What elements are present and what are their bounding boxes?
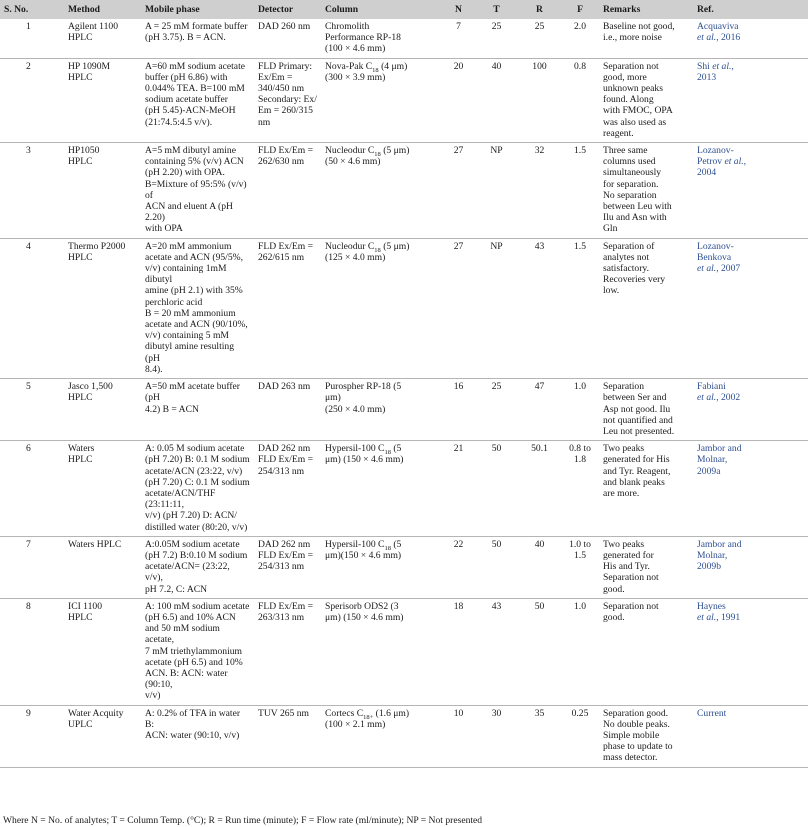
method-line: UPLC: [68, 718, 93, 730]
f-cell: 1.0 to 1.5: [561, 536, 599, 598]
column-line: Nucleodur $C_{18}$ (5 μm): [325, 240, 410, 254]
ref-line: Acquaviva: [697, 21, 739, 32]
sno-cell: 4: [0, 238, 64, 378]
remarks-line: generated for: [603, 549, 654, 561]
column-cell: [321, 598, 442, 705]
remarks-cell: [599, 705, 693, 767]
mobile-phase-line: 4.2) B = ACN: [145, 403, 199, 415]
remarks-line: His and Tyr.: [603, 561, 650, 573]
remarks-line: Separation: [603, 381, 645, 393]
r-cell: 43: [518, 238, 561, 378]
mobile-phase-line: and 50 mM sodium acetate,: [145, 623, 220, 646]
detector-line: DAD 262 nm: [258, 443, 311, 455]
mobile-phase-cell: [141, 441, 254, 537]
remarks-line: i.e., more noise: [603, 32, 662, 44]
mobile-phase-line: 7 mM triethylammonium: [145, 645, 242, 657]
mobile-phase-cell: [141, 143, 254, 239]
method-line: ICI 1100: [68, 600, 103, 612]
f-cell: 1.5: [561, 143, 599, 239]
method-line: Water Acquity: [68, 707, 124, 719]
detector-line: 263/313 nm: [258, 611, 305, 623]
method-line: Agilent 1100: [68, 21, 119, 32]
remarks-line: unknown peaks: [603, 83, 663, 95]
remarks-line: Separation not: [603, 572, 659, 584]
detector-cell: [254, 19, 321, 58]
method-line: HP 1090M: [68, 60, 111, 72]
column-line: Cortecs $C_{18+}$ (1.6 μm): [325, 707, 410, 721]
t-cell: 30: [475, 705, 518, 767]
f-cell: 1.0: [561, 598, 599, 705]
remarks-line: good, more: [603, 71, 647, 83]
r-cell: 32: [518, 143, 561, 239]
mobile-phase-line: (pH 2.20) with OPA.: [145, 167, 225, 179]
mobile-phase-cell: [141, 58, 254, 142]
r-cell: 40: [518, 536, 561, 598]
remarks-cell: [599, 441, 693, 537]
sno-cell: 5: [0, 379, 64, 441]
table-body: [0, 19, 808, 767]
mobile-phase-line: A: 100 mM sodium acetate: [145, 600, 250, 612]
ref-line: Petrov et al.,: [697, 156, 747, 168]
mobile-phase-line: v/v): [145, 690, 161, 702]
remarks-line: columns used: [603, 156, 656, 168]
remarks-line: Recoveries very: [603, 274, 666, 286]
remarks-line: simultaneously: [603, 167, 662, 179]
mobile-phase-line: acetate and ACN (90/10%,: [145, 319, 248, 331]
ref-line: Benkova: [697, 251, 732, 263]
remarks-line: with FMOC, OPA: [603, 105, 673, 117]
mobile-phase-line: A:0.05M sodium acetate: [145, 538, 240, 550]
remarks-line: reagent.: [603, 127, 634, 139]
remarks-line: was also used as: [603, 116, 667, 128]
column-cell: [321, 143, 442, 239]
mobile-phase-cell: [141, 238, 254, 378]
mobile-phase-line: B=Mixture of 95:5% (v/v) of: [145, 178, 247, 201]
detector-line: FLD Ex/Em =: [258, 454, 313, 466]
remarks-line: Separation of: [603, 240, 655, 252]
detector-line: FLD Ex/Em =: [258, 145, 313, 157]
method-line: Jasco 1,500: [68, 381, 113, 393]
remarks-line: Two peaks: [603, 443, 645, 455]
mobile-phase-line: (pH 5.45)-ACN-MeOH: [145, 105, 236, 117]
ref-cell[interactable]: [693, 379, 808, 441]
mobile-phase-line: sodium acetate buffer: [145, 94, 228, 106]
remarks-line: Two peaks: [603, 538, 645, 550]
ref-line: Shi et al.,: [697, 60, 734, 72]
table-row: [0, 441, 808, 537]
mobile-phase-line: A=5 mM dibutyl amine: [145, 145, 236, 157]
method-cell: [64, 379, 141, 441]
n-cell: 27: [442, 238, 475, 378]
mobile-phase-line: perchloric acid: [145, 296, 203, 308]
column-line: (125 × 4.0 mm): [325, 251, 386, 263]
detector-line: TUV 265 nm: [258, 707, 309, 719]
method-cell: [64, 19, 141, 58]
f-cell: 1.0: [561, 379, 599, 441]
r-cell: 50: [518, 598, 561, 705]
ref-line: 2013: [697, 71, 717, 83]
ref-line: et al., 1991: [697, 611, 741, 623]
remarks-cell: [599, 238, 693, 378]
detector-line: 254/313 nm: [258, 561, 305, 573]
mobile-phase-line: (pH 7.20) C: 0.1 M sodium: [145, 476, 250, 488]
column-line: μm) (150 × 4.6 mm): [325, 611, 404, 623]
mobile-phase-line: v/v) containing 5 mM: [145, 330, 229, 342]
column-line: Chromolith: [325, 21, 370, 32]
method-cell: [64, 705, 141, 767]
header-f: F: [577, 4, 583, 16]
f-cell: 1.5: [561, 238, 599, 378]
column-cell: [321, 19, 442, 58]
mobile-phase-line: v/v) containing 1mM dibutyl: [145, 263, 227, 286]
detector-cell: [254, 143, 321, 239]
column-line: μm) (150 × 4.6 mm): [325, 454, 404, 466]
n-cell: 20: [442, 58, 475, 142]
method-line: Waters HPLC: [68, 538, 122, 550]
ref-line: 2009b: [697, 561, 721, 573]
method-cell: [64, 536, 141, 598]
column-line: Hypersil-100 $C_{18}$ (5: [325, 538, 402, 552]
t-cell: 50: [475, 441, 518, 537]
mobile-phase-cell: [141, 536, 254, 598]
sno-cell: 9: [0, 705, 64, 767]
detector-cell: [254, 379, 321, 441]
remarks-line: No double peaks.: [603, 718, 670, 730]
method-cell: [64, 143, 141, 239]
table-row: [0, 536, 808, 598]
mobile-phase-cell: [141, 598, 254, 705]
table-row: [0, 238, 808, 378]
column-line: Hypersil-100 $C_{18}$ (5: [325, 443, 402, 457]
detector-line: Ex/Em =: [258, 71, 293, 83]
detector-line: 254/313 nm: [258, 465, 305, 477]
mobile-phase-line: (pH 7.20) B: 0.1 M sodium: [145, 454, 250, 466]
detector-line: 262/615 nm: [258, 251, 305, 263]
column-line: (250 × 4.0 mm): [325, 403, 386, 415]
column-line: Purospher RP-18 (5: [325, 381, 402, 393]
header-n: N: [455, 4, 462, 16]
remarks-line: between Leu with: [603, 201, 672, 213]
method-line: HPLC: [68, 71, 93, 83]
mobile-phase-line: acetate/ACN (23:22, v/v): [145, 465, 243, 477]
detector-cell: [254, 58, 321, 142]
ref-line: Jambor and: [697, 443, 742, 455]
t-cell: 50: [475, 536, 518, 598]
ref-cell[interactable]: [693, 19, 808, 58]
ref-cell[interactable]: [693, 598, 808, 705]
column-cell: [321, 536, 442, 598]
method-cell: [64, 238, 141, 378]
ref-line: Lozanov-: [697, 145, 734, 157]
header-sno: S. No.: [4, 4, 29, 16]
remarks-line: low.: [603, 285, 620, 297]
mobile-phase-line: A: 0.2% of TFA in water B:: [145, 707, 241, 730]
header-row: [0, 0, 808, 19]
column-line: (50 × 4.6 mm): [325, 156, 381, 168]
ref-line: et al., 2002: [697, 392, 741, 404]
column-line: μm)(150 × 4.6 mm): [325, 549, 402, 561]
ref-line: Molnar,: [697, 549, 728, 561]
n-cell: 27: [442, 143, 475, 239]
mobile-phase-line: acetate/ACN= (23:22, v/v),: [145, 561, 230, 584]
r-cell: 25: [518, 19, 561, 58]
column-cell: [321, 379, 442, 441]
remarks-line: Separation not: [603, 600, 659, 612]
n-cell: 7: [442, 19, 475, 58]
column-line: Sperisorb ODS2 (3: [325, 600, 399, 612]
method-line: HPLC: [68, 454, 93, 466]
ref-line: et al., 2016: [697, 32, 741, 44]
ref-cell[interactable]: [693, 705, 808, 767]
r-cell: 50.1: [518, 441, 561, 537]
column-line: Nucleodur $C_{18}$ (5 μm): [325, 145, 410, 158]
mobile-phase-line: buffer (pH 6.86) with: [145, 71, 228, 83]
remarks-line: Simple mobile: [603, 729, 660, 741]
header-ref: Ref.: [697, 4, 714, 16]
remarks-line: and Tyr. Reagent,: [603, 465, 671, 477]
f-cell: 2.0: [561, 19, 599, 58]
sno-cell: 7: [0, 536, 64, 598]
remarks-line: found. Along: [603, 94, 654, 106]
detector-line: FLD Primary:: [258, 60, 313, 72]
mobile-phase-line: ACN. B: ACN: water (90:10,: [145, 667, 228, 691]
mobile-phase-line: A=60 mM sodium acetate: [145, 60, 245, 72]
mobile-phase-line: containing 5% (v/v) ACN: [145, 156, 244, 168]
remarks-cell: [599, 19, 693, 58]
remarks-line: are more.: [603, 487, 640, 499]
t-cell: NP: [475, 238, 518, 378]
ref-line: 2009a: [697, 465, 721, 477]
detector-line: nm: [258, 116, 271, 128]
table-row: [0, 379, 808, 441]
remarks-cell: [599, 379, 693, 441]
detector-cell: [254, 441, 321, 537]
method-line: HPLC: [68, 251, 93, 263]
detector-line: FLD Ex/Em =: [258, 549, 313, 561]
method-line: HP1050: [68, 145, 100, 157]
mobile-phase-line: acetate and ACN (95/5%,: [145, 251, 244, 263]
mobile-phase-line: 8.4).: [145, 363, 163, 375]
method-line: Waters: [68, 443, 95, 455]
column-cell: [321, 441, 442, 537]
n-cell: 18: [442, 598, 475, 705]
t-cell: 25: [475, 19, 518, 58]
t-cell: NP: [475, 143, 518, 239]
remarks-line: satisfactory.: [603, 263, 649, 275]
method-line: Thermo P2000: [68, 240, 126, 252]
method-line: HPLC: [68, 392, 93, 404]
mobile-phase-line: amine (pH 2.1) with 35%: [145, 285, 243, 297]
mobile-phase-line: A=20 mM ammonium: [145, 240, 232, 252]
n-cell: 10: [442, 705, 475, 767]
mobile-phase-line: A = 25 mM formate buffer: [145, 21, 248, 32]
mobile-phase-line: 0.044% TEA. B=100 mM: [145, 83, 245, 95]
remarks-cell: [599, 143, 693, 239]
mobile-phase-line: dibutyl amine resulting (pH: [145, 341, 234, 364]
f-cell: 0.8: [561, 58, 599, 142]
remarks-line: Separation not: [603, 60, 659, 72]
remarks-line: Baseline not good,: [603, 21, 675, 32]
mobile-phase-line: B = 20 mM ammonium: [145, 307, 236, 319]
column-line: Nova-Pak $C_{18}$ (4 μm): [325, 60, 408, 74]
remarks-line: and blank peaks: [603, 476, 665, 488]
table-row: [0, 19, 808, 58]
table-row: [0, 705, 808, 767]
ref-cell[interactable]: [693, 441, 808, 537]
n-cell: 16: [442, 379, 475, 441]
detector-cell: [254, 598, 321, 705]
n-cell: 21: [442, 441, 475, 537]
detector-line: FLD Ex/Em =: [258, 600, 313, 612]
remarks-line: Leu not presented.: [603, 425, 675, 437]
ref-line: Molnar,: [697, 454, 728, 466]
mobile-phase-line: ACN and eluent A (pH 2.20): [145, 201, 233, 224]
remarks-line: mass detector.: [603, 752, 658, 764]
header-detector: Detector: [258, 4, 294, 16]
remarks-cell: [599, 58, 693, 142]
remarks-line: between Ser and: [603, 392, 667, 404]
column-line: μm): [325, 392, 341, 404]
mobile-phase-line: pH 7.2, C: ACN: [145, 583, 208, 595]
ref-line: Jambor and: [697, 538, 742, 550]
remarks-line: for separation.: [603, 178, 659, 190]
header-remarks: Remarks: [603, 4, 641, 16]
ref-line: Haynes: [697, 600, 726, 612]
remarks-line: phase to update to: [603, 741, 673, 753]
header-column: Column: [325, 4, 359, 16]
t-cell: 40: [475, 58, 518, 142]
method-cell: [64, 58, 141, 142]
remarks-cell: [599, 598, 693, 705]
table-row: [0, 598, 808, 705]
table-footnote: Where N = No. of analytes; T = Column Temp. (°C); R = Run time (minute); F = Flow rate (ml/minute); NP = Not presented: [3, 815, 483, 826]
mobile-phase-cell: [141, 379, 254, 441]
header-t: T: [493, 4, 500, 16]
n-cell: 22: [442, 536, 475, 598]
column-line: (100 × 2.1 mm): [325, 718, 386, 730]
method-line: HPLC: [68, 32, 93, 44]
sno-cell: 3: [0, 143, 64, 239]
mobile-phase-cell: [141, 705, 254, 767]
mobile-phase-line: (21:74.5:4.5 v/v).: [145, 116, 213, 128]
detector-line: DAD 260 nm: [258, 21, 311, 32]
mobile-phase-line: (pH 7.2) B:0.10 M sodium: [145, 549, 248, 561]
remarks-line: Asp not good. Ilu: [603, 403, 671, 415]
r-cell: 47: [518, 379, 561, 441]
remarks-line: not quantified and: [603, 414, 673, 426]
r-cell: 35: [518, 705, 561, 767]
mobile-phase-line: ACN: water (90:10, v/v): [145, 729, 240, 741]
detector-line: Secondary: Ex/: [258, 94, 317, 106]
method-cell: [64, 598, 141, 705]
column-cell: [321, 58, 442, 142]
mobile-phase-line: (pH 3.75). B = ACN.: [145, 32, 226, 44]
t-cell: 43: [475, 598, 518, 705]
table-row: [0, 143, 808, 239]
ref-line: Fabiani: [697, 381, 726, 393]
method-line: HPLC: [68, 156, 93, 168]
table-row: [0, 58, 808, 142]
mobile-phase-line: with OPA: [145, 223, 183, 235]
mobile-phase-line: acetate (pH 6.5) and 10%: [145, 656, 243, 668]
column-line: Performance RP-18: [325, 32, 401, 44]
remarks-line: good.: [603, 611, 625, 623]
f-cell: 0.25: [561, 705, 599, 767]
ref-cell[interactable]: [693, 58, 808, 142]
remarks-line: generated for His: [603, 454, 670, 466]
detector-cell: [254, 536, 321, 598]
remarks-cell: [599, 536, 693, 598]
detector-cell: [254, 705, 321, 767]
detector-line: DAD 262 nm: [258, 538, 311, 550]
column-line: (300 × 3.9 mm): [325, 71, 386, 83]
mobile-phase-line: A: 0.05 M sodium acetate: [145, 443, 245, 455]
column-line: (100 × 4.6 mm): [325, 43, 386, 55]
mobile-phase-cell: [141, 19, 254, 58]
sno-cell: 8: [0, 598, 64, 705]
detector-line: DAD 263 nm: [258, 381, 311, 393]
header-mobile-phase: Mobile phase: [145, 4, 200, 16]
remarks-line: analytes not: [603, 251, 650, 263]
mobile-phase-line: (pH 6.5) and 10% ACN: [145, 611, 236, 623]
ref-line: Lozanov-: [697, 240, 734, 252]
ref-line: et al., 2007: [697, 263, 741, 275]
remarks-line: Three same: [603, 145, 648, 157]
column-cell: [321, 705, 442, 767]
column-cell: [321, 238, 442, 378]
table-header: [0, 0, 808, 19]
sno-cell: 2: [0, 58, 64, 142]
ref-line: Current: [697, 707, 727, 719]
method-line: HPLC: [68, 611, 93, 623]
remarks-line: good.: [603, 583, 625, 595]
detector-line: FLD Ex/Em =: [258, 240, 313, 252]
sno-cell: 1: [0, 19, 64, 58]
detector-line: 340/450 nm: [258, 83, 305, 95]
mobile-phase-line: v/v) (pH 7.20) D: ACN/: [145, 510, 237, 522]
t-cell: 25: [475, 379, 518, 441]
mobile-phase-line: distilled water (80:20, v/v): [145, 521, 248, 533]
f-cell: 0.8 to 1.8: [561, 441, 599, 537]
method-cell: [64, 441, 141, 537]
detector-line: Em = 260/315: [258, 105, 313, 117]
remarks-line: Separation good.: [603, 707, 669, 719]
remarks-line: No separation: [603, 189, 657, 201]
header-method: Method: [68, 4, 100, 16]
detector-cell: [254, 238, 321, 378]
sno-cell: 6: [0, 441, 64, 537]
header-r: R: [536, 4, 543, 16]
mobile-phase-line: acetate/ACN/THF (23:11:11,: [145, 487, 216, 511]
ref-cell[interactable]: [693, 238, 808, 378]
ref-cell[interactable]: [693, 536, 808, 598]
remarks-line: Gln: [603, 223, 618, 235]
r-cell: 100: [518, 58, 561, 142]
mobile-phase-line: A=50 mM acetate buffer (pH: [145, 381, 241, 404]
remarks-line: Ilu and Asn with: [603, 212, 667, 224]
ref-cell[interactable]: [693, 143, 808, 239]
ref-line: 2004: [697, 167, 717, 179]
detector-line: 262/630 nm: [258, 156, 305, 168]
